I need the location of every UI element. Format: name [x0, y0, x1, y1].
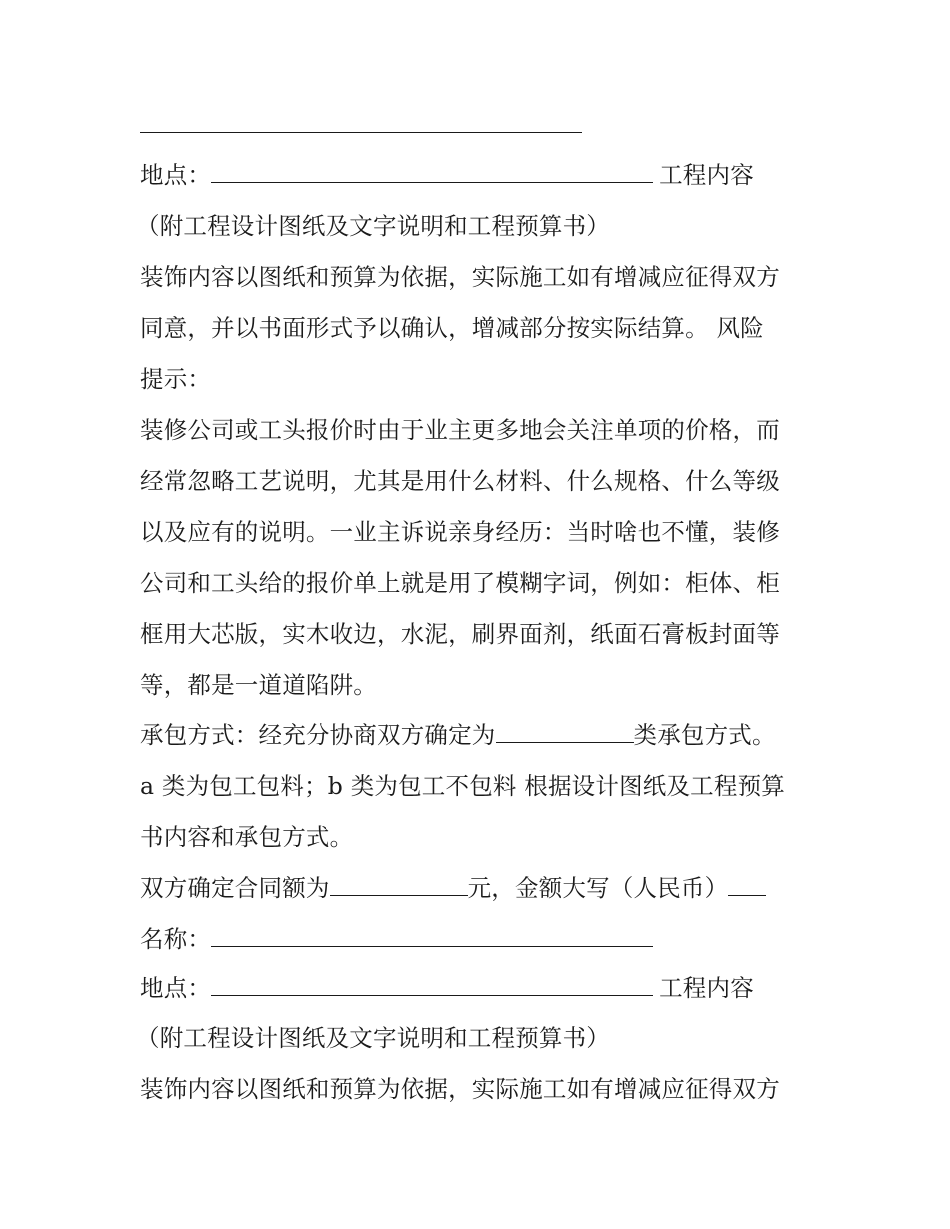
contract-method-label: 承包方式：经充分协商双方确定为 [140, 721, 496, 749]
amount-words-label: 元，金额大写（人民币） [467, 874, 729, 902]
location-label: 地点： [140, 974, 212, 1002]
project-content-label: 工程内容 [659, 161, 754, 189]
location-label: 地点： [140, 161, 212, 189]
location-blank [211, 160, 653, 183]
paragraph-line: 公司和工头给的报价单上就是用了模糊字词，例如：柜体、柜 [140, 569, 780, 597]
contract-amount-blank [330, 873, 468, 896]
paragraph-line: 经常忽略工艺说明，尤其是用什么材料、什么规格、什么等级 [140, 467, 780, 495]
paragraph-line: 装饰内容以图纸和预算为依据，实际施工如有增减应征得双方 [140, 1075, 780, 1103]
paragraph-line: 装修公司或工头报价时由于业主更多地会关注单项的价格，而 [140, 416, 780, 444]
paragraph-line: 同意，并以书面形式予以确认，增减部分按实际结算。 风险 [140, 314, 764, 342]
paragraph-line: 以及应有的说明。一业主诉说亲身经历：当时啥也不懂，装修 [140, 518, 780, 546]
top-blank-line [140, 132, 582, 133]
location-line [140, 973, 754, 1003]
name-blank [211, 924, 653, 947]
attachment-note: （附工程设计图纸及文字说明和工程预算书） [136, 212, 610, 240]
name-line [140, 924, 653, 954]
attachment-note: （附工程设计图纸及文字说明和工程预算书） [136, 1024, 610, 1052]
name-label: 名称： [140, 925, 212, 953]
paragraph-line: 装饰内容以图纸和预算为依据，实际施工如有增减应征得双方 [140, 263, 780, 291]
contract-amount-label: 双方确定合同额为 [140, 874, 330, 902]
contract-method-suffix: 类承包方式。 [633, 721, 776, 749]
location-blank [211, 973, 653, 996]
paragraph-line: 框用大芯版，实木收边，水泥，刷界面剂，纸面石膏板封面等 [140, 620, 780, 648]
project-content-label: 工程内容 [659, 974, 754, 1002]
amount-words-blank [728, 873, 766, 896]
paragraph-line: 等，都是一道道陷阱。 [140, 671, 377, 699]
location-line [140, 160, 754, 190]
paragraph-line: 书内容和承包方式。 [140, 823, 354, 851]
contract-method-line [140, 720, 776, 750]
paragraph-line: 提示： [140, 365, 212, 393]
contract-amount-line [140, 873, 766, 903]
paragraph-line: a 类为包工包料；b 类为包工不包料 根据设计图纸及工程预算 [140, 772, 785, 800]
contract-type-blank [496, 720, 634, 743]
